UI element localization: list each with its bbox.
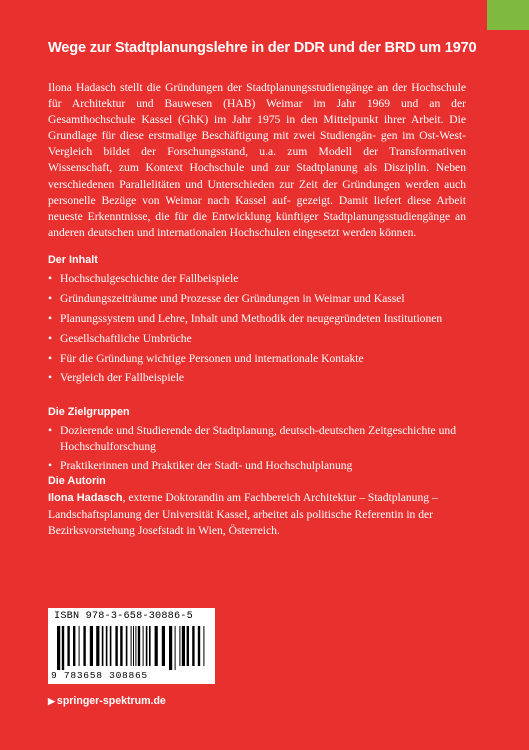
intro-line: Arbeit. Die Grundlage für diese erstmalige Beschäftigung mit zwei Studiengän- — [48, 113, 466, 143]
barcode-bar — [162, 626, 165, 666]
section-heading-inhalt: Der Inhalt — [48, 254, 98, 266]
barcode-bar — [57, 626, 60, 670]
barcode-bar — [90, 626, 93, 666]
intro-line: an der Gesamthochschule Kassel (GhK) im Jahr 1975 in den Mittelpunkt ihrer — [48, 97, 466, 127]
author-name: Ilona Hadasch — [48, 492, 123, 504]
barcode-bar — [169, 626, 172, 670]
author-bio-text: , externe Doktorandin am Fachbereich Architektur – Stadtplanung – Landschaftsplanung der Universität Kassel, arbeitet als politische Referentin in der Bezirksvorstehung Josefstadt in Wien, Österreich. — [48, 491, 438, 537]
barcode-bar — [135, 626, 136, 666]
barcode-bar — [115, 626, 117, 666]
barcode-bar — [179, 626, 180, 666]
intro-line: künftiger Stadtplanungsstudiengänge an anderen deutschen und internationalen — [48, 209, 466, 239]
list-item: • Vergleich der Fallbeispiele — [48, 370, 468, 386]
list-item: • Gesellschaftliche Umbrüche — [48, 331, 468, 347]
book-title: Wege zur Stadtplanungslehre in der DDR und der BRD um 1970 — [48, 40, 477, 56]
intro-line: Hochschule für Architektur und Bauwesen (HAB) Weimar im Jahr 1969 und — [48, 81, 466, 111]
barcode — [48, 608, 215, 684]
isbn-label: ISBN 978-3-658-30886-5 — [54, 611, 193, 622]
intro-line: Ilona Hadasch stellt die Gründungen der Stadtplanungsstudiengänge an der — [48, 81, 412, 94]
intro-line: Hochschulen eingesetzt werden können. — [229, 225, 417, 239]
barcode-digits: 9 783658 308865 — [51, 670, 148, 681]
publisher-url-text: springer-spektrum.de — [56, 695, 166, 707]
author-bio — [48, 490, 468, 539]
intro-line: als Disziplin. Neben verschiedenen Parallelitäten und Unterschieden zur Zeit — [48, 161, 466, 191]
barcode-bar — [198, 626, 200, 666]
barcode-bar — [120, 626, 122, 666]
barcode-bar — [79, 626, 80, 666]
barcode-bar — [62, 626, 64, 670]
section-heading-zielgruppen: Die Zielgruppen — [48, 406, 130, 418]
barcode-bar — [102, 626, 104, 666]
publisher-url[interactable] — [48, 695, 166, 707]
publisher-color-tab — [487, 0, 529, 30]
barcode-bar — [133, 626, 134, 666]
barcode-bar — [175, 626, 176, 670]
barcode-bar — [149, 626, 151, 666]
barcode-bar — [155, 626, 158, 666]
barcode-bar — [106, 626, 108, 666]
barcode-bar — [187, 626, 189, 666]
intro-line: gen im Ost-West-Vergleich bildet der Forschungsstand, u.a. zum Modell der — [48, 129, 467, 159]
intro-paragraph — [48, 80, 466, 241]
list-item: • Planungssystem und Lehre, Inhalt und Methodik der neugegründeten Institutionen — [48, 311, 468, 327]
intro-line: Transformativen Wissenschaft, zum Kontext Hochschule und zur Stadtplanung — [48, 145, 466, 175]
barcode-bar — [203, 626, 204, 666]
section-heading-autorin: Die Autorin — [48, 475, 106, 487]
list-item: • Dozierende und Studierende der Stadtplanung, deutsch-deutschen Zeitgeschichte und Hochschulforschung — [48, 423, 468, 454]
list-item: • Praktikerinnen und Praktiker der Stadt- und Hochschulplanung — [48, 458, 468, 474]
barcode-bar — [192, 626, 194, 666]
barcode-bar — [96, 626, 99, 666]
barcode-bar — [143, 626, 144, 666]
barcode-bars — [53, 626, 210, 670]
barcode-bar — [138, 626, 140, 666]
barcode-bar — [67, 626, 69, 666]
list-item: • Hochschulgeschichte der Fallbeispiele — [48, 271, 468, 287]
intro-line: der Gründungen werden auch personelle Bezüge von Weimar nach Kassel auf- — [48, 177, 466, 207]
barcode-bar — [131, 626, 132, 666]
zielgruppen-list — [48, 423, 468, 478]
barcode-bar — [83, 626, 85, 666]
barcode-bar — [110, 626, 112, 666]
barcode-bar — [146, 626, 148, 666]
intro-line: gezeigt. Damit liefert diese Arbeit neueste Erkenntnisse, die für die Entwicklung — [48, 193, 466, 223]
barcode-bar — [182, 626, 185, 666]
list-item: • Für die Gründung wichtige Personen und internationale Kontakte — [48, 351, 468, 367]
list-item: • Gründungszeiträume und Prozesse der Gründungen in Weimar und Kassel — [48, 291, 468, 307]
barcode-bar — [126, 626, 128, 666]
inhalt-list — [48, 271, 468, 390]
barcode-bar — [73, 626, 75, 666]
arrow-icon: ▶ — [48, 696, 55, 706]
